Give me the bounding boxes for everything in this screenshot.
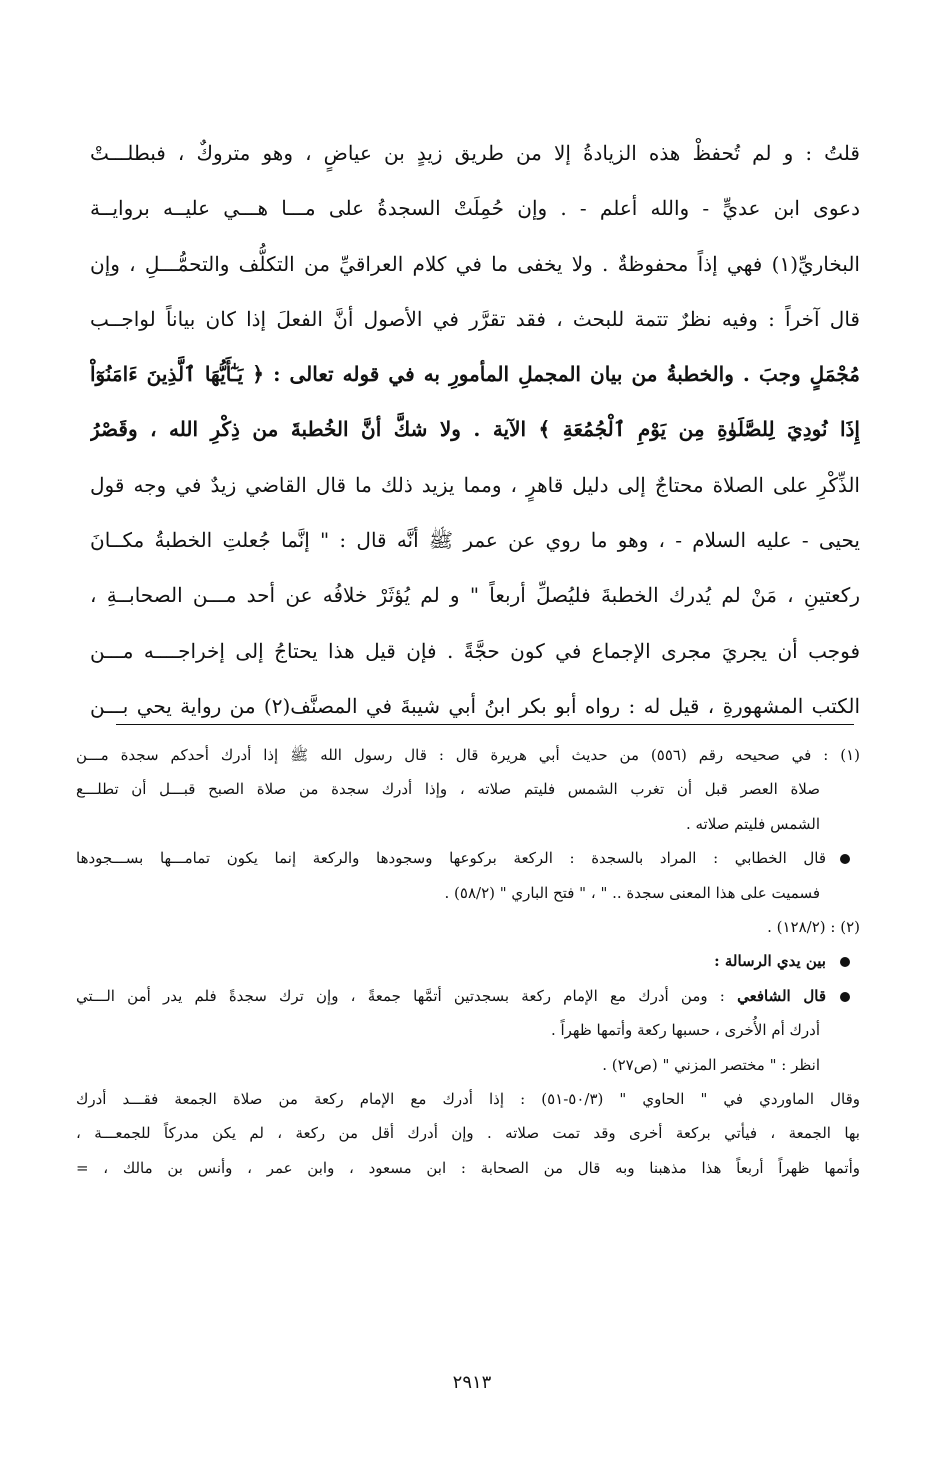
- khattabi-line: فسميت على هذا المعنى سجدة .. " ، " فتح الباري " (٥٨/٢) .: [444, 883, 820, 902]
- shafii-line: أدرك أم الأُخرى ، حسبها ركعة وأتمها ظهراً .: [550, 1021, 820, 1040]
- mawardi-line: بها الجمعة ، فيأتي بركعة أخرى وقد تمت صلاته . وإن أدرك أقل من ركعة ، لم يكن مدركاً للجمعـــة ،: [76, 1124, 860, 1143]
- risala-heading-line: [76, 944, 860, 978]
- mawardi-line: وأتمها ظهراً أربعاً هذا مذهبنا وبه قال من الصحابة : ابن مسعود ، وابن عمر ، وأنس بن مالك ، =: [76, 1158, 860, 1177]
- khattabi-line: [76, 841, 860, 875]
- risala-heading: بين يدي الرسالة :: [714, 952, 826, 971]
- page-number: ٢٩١٣: [452, 1372, 492, 1393]
- main-line: قلتُ : و لم تُحفظْ هذه الزيادةُ إلا من طريق زيدٍ بن عياضٍ ، وهو متروكٌ ، فبطلـــتْ: [90, 141, 860, 165]
- footnote-2: (٢) : (١٢٨/٢) .: [767, 917, 860, 936]
- bullet-icon: [840, 854, 850, 864]
- main-line: يحيى - عليه السلام - ، وهو ما روي عن عمر ﷺ أنَّه قال : " إنَّما جُعلتِ الخطبةُ مكــانَ: [90, 528, 860, 553]
- main-line: دعوى ابن عديٍّ - والله أعلم - . وإن حُمِلَتْ السجدةُ على مـــا هـــي عليــه بروايــة: [90, 196, 860, 221]
- bullet-icon: [840, 957, 850, 967]
- main-text: [90, 126, 860, 734]
- shafii-text: : ومن أدرك مع الإمام ركعة بسجدتين أتمَّها جمعةً ، وإن ترك سجدةً فلم يدر أمن الـــتي: [76, 986, 725, 1005]
- main-line: قال آخراً : وفيه نظرٌ تتمة للبحث ، فقد تقرَّر في الأصول أنَّ الفعلَ إذا كان بياناً لواجــب: [90, 306, 860, 331]
- shafii-line: انظر : " مختصر المزني " (ص٢٧) .: [602, 1055, 820, 1074]
- main-line-quran: مُجْمَلٍ وجبَ . والخطبةُ من بيان المجملِ المأمورِ به في قوله تعالى : ﴿ يَـٰٓأَيُّهَا ٱلَّذِينَ ءَامَنُوٓاْ: [90, 362, 860, 387]
- main-line: ركعتينِ ، مَنْ لم يُدرك الخطبةَ فليُصلِّ أربعاً " و لم يُؤثَرْ خلافُه عن أحد مـــن الصحابــةِ ،: [90, 583, 860, 608]
- footnote-1-line: الشمس فليتم صلاته .: [685, 814, 820, 833]
- bullet-icon: [840, 992, 850, 1002]
- footnotes: [76, 738, 860, 1185]
- main-line: البخاريِّ(١) فهي إذاً محفوظةٌ . ولا يخفى ما في كلام العراقيِّ من التكلُّف والتحمُّـــلِ ، وإن: [90, 251, 860, 276]
- main-line-quran: إِذَا نُودِيَ لِلصَّلَوٰةِ مِن يَوْمِ ٱلْجُمُعَةِ ﴾ الآية . ولا شكَّ أنَّ الخُطبةَ من ذِكْرِ الله ، وقَصْرُ: [90, 417, 860, 442]
- shafii-label: قال الشافعي: [737, 986, 826, 1005]
- main-line: الذِّكْرِ على الصلاة محتاجٌ إلى دليل قاهرٍ ، ومما يزيد ذلك ما قال القاضي زيدٌ في وجه قول: [90, 472, 860, 497]
- shafii-line: [76, 979, 860, 1013]
- mawardi-line: وقال الماوردي في " الحاوي " (٥٠/٣-٥١) : إذا أدرك مع الإمام ركعة من صلاة الجمعة فقـــد أدرك: [76, 1089, 860, 1108]
- main-line: الكتب المشهورةِ ، قيل له : رواه أبو بكر ابنُ أبي شيبةَ في المصنَّف(٢) من رواية يحي بـــن: [90, 693, 860, 718]
- footnote-1-line: (١) : في صحيحه رقم (٥٥٦) من حديث أبي هريرة قال : قال رسول الله ﷺ إذا أدرك أحدكم سجدة مـــن: [76, 746, 860, 764]
- khattabi-text: قال الخطابي : المراد بالسجدة : الركعة بركوعها وسجودها والركعة إنما يكون تمامـــها بســـجودها: [76, 849, 826, 868]
- main-line: فوجب أن يجريَ مجرى الإجماع في كون حجَّةً . فإن قيل هذا يحتاجُ إلى إخراجــــه مـــن: [90, 638, 860, 663]
- footnote-divider: [116, 724, 854, 725]
- footnote-1-line: صلاة العصر قبل أن تغرب الشمس فليتم صلاته ، وإذا أدرك سجدة من صلاة الصبح قبـــل أن تطلـــع: [76, 780, 820, 799]
